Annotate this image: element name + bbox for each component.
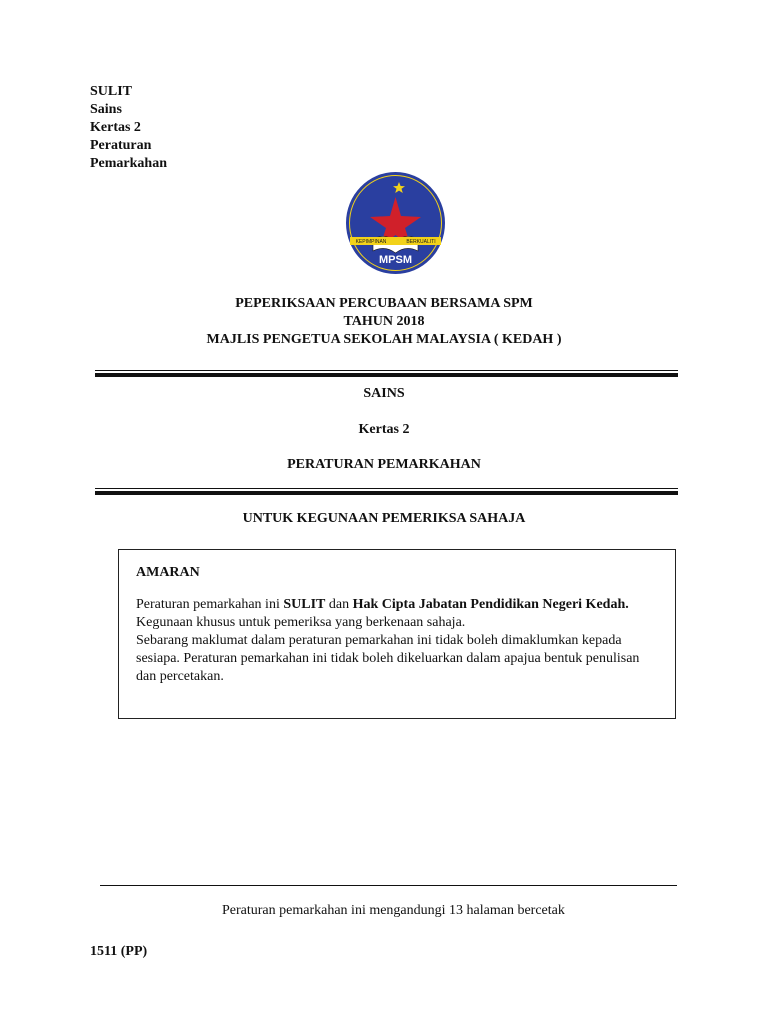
document-type: PERATURAN PEMARKAHAN <box>287 457 481 472</box>
divider-thin-line <box>95 370 678 371</box>
warning-paragraph-2: Kegunaan khusus untuk pemeriksa yang berkenaan sahaja. <box>136 615 466 630</box>
exam-title-organizer: MAJLIS PENGETUA SEKOLAH MALAYSIA ( KEDAH ) <box>206 332 562 347</box>
warning-paragraph-1 <box>136 596 659 614</box>
paper-code: 1511 (PP) <box>90 944 148 959</box>
logo-acronym: MPSM <box>379 254 412 266</box>
warning-paragraph-3: Sebarang maklumat dalam peraturan pemarkahan ini tidak boleh dimaklumkan kepada sesiapa. Peraturan pemarkahan ini tidak boleh dikeluarkan dalam apajua bentuk penulisan dan percetakan. <box>136 633 640 684</box>
warning-p1-copyright: Hak Cipta Jabatan Pendidikan Negeri Kedah. <box>352 597 629 612</box>
banner-right-text: BERKUALITI <box>406 239 436 245</box>
warning-p1-mid: dan <box>325 597 353 612</box>
divider-thick-line <box>95 373 678 377</box>
page-count-note: Peraturan pemarkahan ini mengandungi 13 halaman bercetak <box>222 903 565 918</box>
header-sulit: SULIT <box>90 84 133 99</box>
divider-thick-line <box>95 491 678 495</box>
header-paper: Kertas 2 <box>90 120 141 135</box>
subject-name: SAINS <box>363 386 405 401</box>
exam-title-block <box>0 295 768 349</box>
header-left-block <box>90 83 167 173</box>
header-doc-type-1: Peraturan <box>90 138 152 153</box>
divider-thin-line <box>95 488 678 489</box>
banner-left-text: KEPIMPINAN <box>355 239 387 245</box>
footer-divider <box>100 885 677 886</box>
exam-title-year: TAHUN 2018 <box>343 314 425 329</box>
mpsm-logo-emblem <box>345 171 446 275</box>
warning-box <box>118 549 676 719</box>
header-subject: Sains <box>90 102 122 117</box>
header-doc-type-2: Pemarkahan <box>90 156 167 171</box>
usage-note: UNTUK KEGUNAAN PEMERIKSA SAHAJA <box>242 511 526 526</box>
warning-p1-start: Peraturan pemarkahan ini <box>136 597 284 612</box>
bottom-double-divider <box>95 488 678 495</box>
paper-number: Kertas 2 <box>358 422 410 437</box>
top-double-divider <box>95 370 678 377</box>
warning-title: AMARAN <box>136 565 200 580</box>
warning-p1-sulit: SULIT <box>283 597 326 612</box>
mpsm-logo <box>345 171 446 275</box>
exam-title-line1: PEPERIKSAAN PERCUBAAN BERSAMA SPM <box>235 296 533 311</box>
